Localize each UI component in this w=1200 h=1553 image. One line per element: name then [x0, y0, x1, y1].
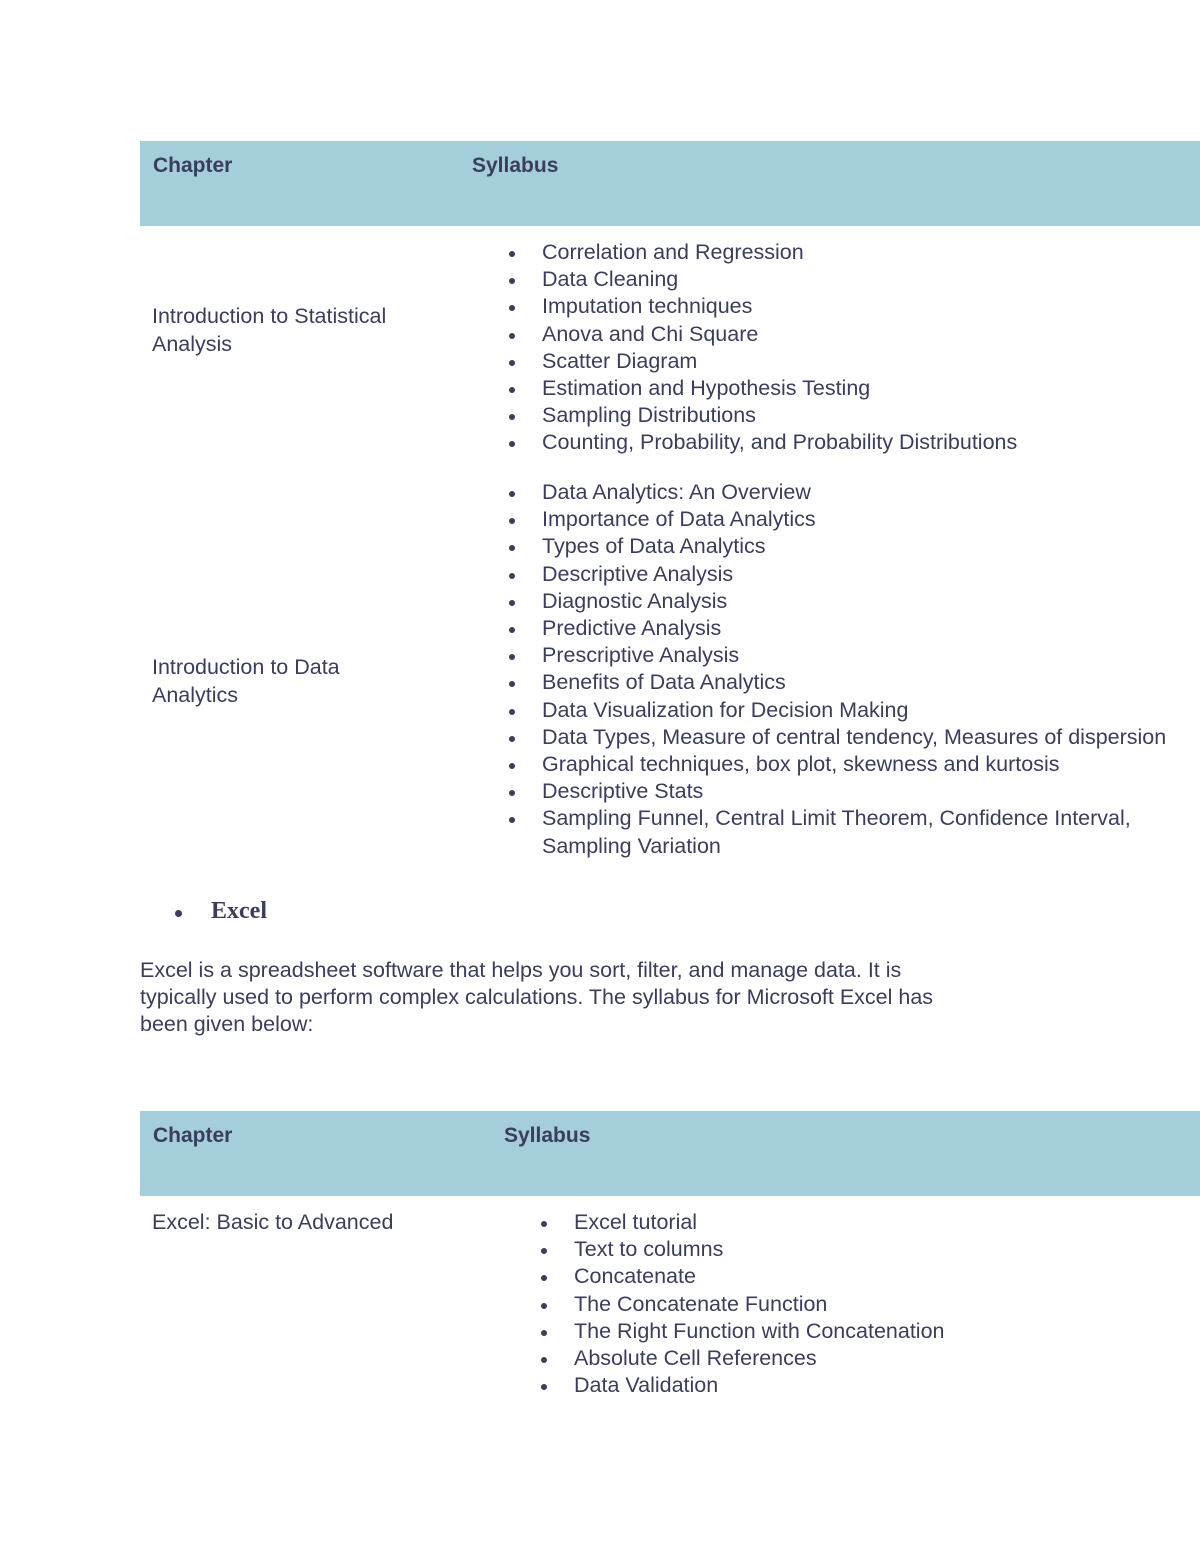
list-item: Imputation techniques [507, 293, 1200, 320]
intro-paragraph [140, 957, 1020, 1038]
paragraph-line: been given below: [140, 1012, 314, 1036]
bullet-icon [509, 545, 515, 551]
syllabus-table-2 [140, 1111, 1200, 1411]
list-item: Scatter Diagram [507, 348, 1200, 375]
bullet-icon [509, 627, 515, 633]
chapter-header: Chapter [153, 154, 233, 177]
list-item: Counting, Probability, and Probability Distributions [507, 429, 1200, 456]
bullet-icon [509, 600, 515, 606]
list-item: Text to columns [539, 1236, 1200, 1263]
syllabus-list [539, 1209, 1200, 1399]
syllabus-header: Syllabus [472, 154, 559, 177]
bullet-icon [509, 414, 515, 420]
bullet-icon [509, 333, 515, 339]
list-item: Sampling Distributions [507, 402, 1200, 429]
bullet-icon [509, 573, 515, 579]
bullet-icon [541, 1303, 547, 1309]
bullet-icon [509, 360, 515, 366]
list-item: Descriptive Analysis [507, 561, 1200, 588]
table-header-row [140, 1111, 1200, 1196]
paragraph-line: Excel is a spreadsheet software that helps you sort, filter, and manage data. It is [140, 958, 902, 982]
bullet-icon [541, 1275, 547, 1281]
list-item: Types of Data Analytics [507, 533, 1200, 560]
list-item: Data Analytics: An Overview [507, 479, 1200, 506]
list-item: Sampling Funnel, Central Limit Theorem, Confidence Interval, Sampling Variation [507, 805, 1200, 859]
chapter-line: Introduction to Data [152, 655, 340, 679]
bullet-icon [541, 1248, 547, 1254]
bullet-icon [175, 910, 182, 917]
chapter-header: Chapter [153, 1124, 233, 1147]
bullet-icon [509, 441, 515, 447]
bullet-icon [509, 491, 515, 497]
syllabus-list [507, 479, 1200, 860]
bullet-icon [509, 709, 515, 715]
list-item: Absolute Cell References [539, 1345, 1200, 1372]
chapter-line: Excel: Basic to Advanced [152, 1210, 394, 1234]
bullet-icon [509, 790, 515, 796]
list-item: Data Cleaning [507, 266, 1200, 293]
table-header-row [140, 141, 1200, 226]
bullet-icon [509, 278, 515, 284]
chapter-line: Analysis [152, 331, 233, 356]
list-item: Descriptive Stats [507, 778, 1200, 805]
bullet-icon [509, 387, 515, 393]
list-item: Data Validation [539, 1372, 1200, 1399]
bullet-icon [509, 305, 515, 311]
list-item: Data Visualization for Decision Making [507, 697, 1200, 724]
list-item: Predictive Analysis [507, 615, 1200, 642]
syllabus-header: Syllabus [504, 1124, 591, 1147]
syllabus-table-1 [140, 141, 1200, 891]
bullet-icon [509, 654, 515, 660]
chapter-cell [152, 654, 452, 709]
bullet-icon [541, 1330, 547, 1336]
list-item: Graphical techniques, box plot, skewness and kurtosis [507, 751, 1200, 778]
bullet-icon [541, 1221, 547, 1227]
list-item: Benefits of Data Analytics [507, 669, 1200, 696]
list-item: Diagnostic Analysis [507, 588, 1200, 615]
chapter-line: Analytics [152, 682, 239, 707]
list-item: Data Types, Measure of central tendency, Measures of dispersion [507, 724, 1200, 751]
chapter-cell [152, 303, 452, 358]
list-item: Correlation and Regression [507, 239, 1200, 266]
bullet-icon [509, 518, 515, 524]
bullet-icon [509, 763, 515, 769]
bullet-icon [509, 817, 515, 823]
list-item: Concatenate [539, 1263, 1200, 1290]
list-item: Importance of Data Analytics [507, 506, 1200, 533]
syllabus-list [507, 239, 1200, 457]
chapter-line: Introduction to Statistical [152, 304, 387, 328]
bullet-icon [509, 681, 515, 687]
list-item: Anova and Chi Square [507, 321, 1200, 348]
list-item: The Concatenate Function [539, 1291, 1200, 1318]
section-heading-label: Excel [211, 898, 267, 924]
list-item: Estimation and Hypothesis Testing [507, 375, 1200, 402]
bullet-icon [509, 251, 515, 257]
list-item: Excel tutorial [539, 1209, 1200, 1236]
list-item: Prescriptive Analysis [507, 642, 1200, 669]
chapter-cell [152, 1209, 492, 1237]
bullet-icon [509, 736, 515, 742]
bullet-icon [541, 1357, 547, 1363]
bullet-icon [541, 1384, 547, 1390]
list-item: The Right Function with Concatenation [539, 1318, 1200, 1345]
paragraph-line: typically used to perform complex calculations. The syllabus for Microsoft Excel has [140, 985, 934, 1009]
